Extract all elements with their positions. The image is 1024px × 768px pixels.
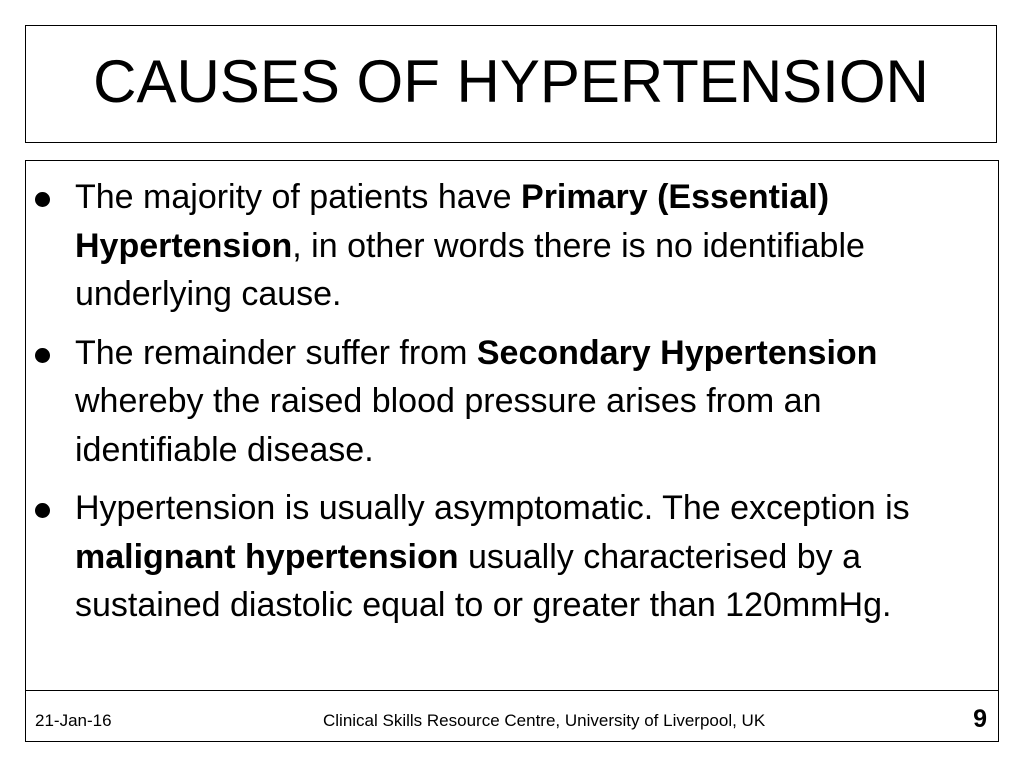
bullet-text-before: Hypertension is usually asymptomatic. The exception is <box>75 489 910 527</box>
bullet-dot-icon <box>35 503 50 518</box>
bullet-text-before: The remainder suffer from <box>75 333 477 372</box>
slide-footer <box>25 690 999 742</box>
bullet-text-after: , in other words there is no identifiable underlying cause. <box>75 226 865 313</box>
bullet-list <box>26 173 998 640</box>
bullet-dot-icon <box>35 348 50 363</box>
footer-source: Clinical Skills Resource Centre, University of Liverpool, UK <box>323 711 766 730</box>
bullet-text-bold: malignant hypertension <box>75 537 459 576</box>
bullet-item-malignant <box>26 484 998 630</box>
bullet-text-bold: Primary (Essential) Hypertension <box>75 178 830 265</box>
bullet-item-primary <box>26 173 998 319</box>
footer-date: 21-Jan-16 <box>35 711 112 730</box>
title-box <box>25 25 997 143</box>
bullet-text-after: usually characterised by a sustained diastolic equal to or greater than 120mmHg. <box>75 537 892 624</box>
bullet-dot-icon <box>35 192 50 207</box>
page-number: 9 <box>973 705 987 733</box>
bullet-text-bold: Secondary Hypertension <box>476 333 878 372</box>
content-box <box>25 160 999 742</box>
slide-title: CAUSES OF HYPERTENSION <box>93 48 929 115</box>
bullet-item-secondary <box>26 329 998 475</box>
bullet-text-before: The majority of patients have <box>75 178 522 216</box>
bullet-text-after: whereby the raised blood pressure arises from an identifiable disease. <box>75 382 822 469</box>
